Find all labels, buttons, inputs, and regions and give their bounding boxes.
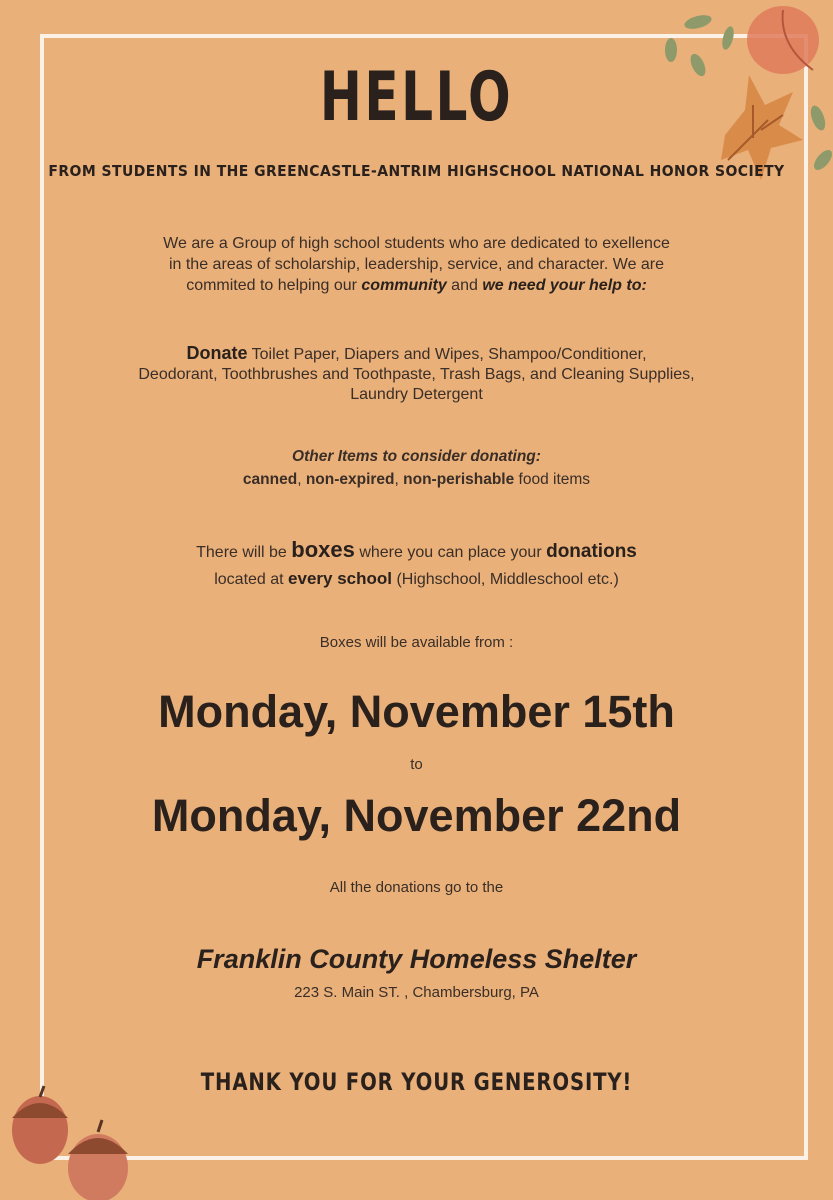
boxes-text: There will be [196,544,292,561]
canned-label: canned [242,471,298,488]
other-items-line [0,468,833,491]
page-title: HELLO [319,58,514,137]
donate-label: Donate [186,343,248,363]
donate-list [0,343,833,405]
shelter-address: 223 S. Main ST. , Chambersburg, PA [294,984,539,1001]
end-date: Monday, November 22nd [151,790,682,841]
boxes-line [0,566,833,593]
intro-text: and [446,277,483,294]
intro-line: in the areas of scholarship, leadership, service, and character. We are [168,256,665,273]
boxes-emphasis: boxes [291,537,355,562]
other-items [0,445,833,491]
every-school-emphasis: every school [288,569,392,588]
food-items-text: food items [514,471,591,488]
donate-items: Toilet Paper, Diapers and Wipes, Shampoo/Conditioner, [247,346,647,363]
separator: , [297,471,306,488]
subtitle: FROM STUDENTS IN THE GREENCASTLE-ANTRIM HIGHSCHOOL NATIONAL HONOR SOCIETY [48,162,785,180]
boxes-text: located at [214,571,289,588]
boxes-text: (Highschool, Middleschool etc.) [392,571,619,588]
donations-emphasis: donations [546,541,637,562]
shelter-name: Franklin County Homeless Shelter [196,944,637,974]
community-emphasis: community [361,277,447,294]
boxes-text: where you can place your [354,544,547,561]
intro-text: commited to helping our [186,277,362,294]
to-text: to [410,756,423,773]
thank-you-text: THANK YOU FOR YOUR GENEROSITY! [200,1068,633,1096]
other-items-title: Other Items to consider donating: [292,448,541,465]
donate-items: Deodorant, Toothbrushes and Toothpaste, Trash Bags, and Cleaning Supplies, [138,366,695,383]
intro-line [0,275,833,296]
intro-paragraph [0,233,833,296]
acorns-icon [0,1000,140,1200]
separator: , [394,471,404,488]
donate-items: Laundry Detergent [350,386,483,403]
boxes-line [0,537,833,566]
start-date: Monday, November 15th [158,686,675,737]
boxes-info [0,537,833,593]
non-expired-label: non-expired [305,471,395,488]
help-emphasis: we need your help to: [482,277,647,294]
intro-line: We are a Group of high school students who are dedicated to exellence [163,235,670,252]
donate-line [0,343,833,365]
non-perishable-label: non-perishable [403,471,515,488]
availability-text: Boxes will be available from : [319,634,514,651]
donations-destination-text: All the donations go to the [329,879,504,896]
